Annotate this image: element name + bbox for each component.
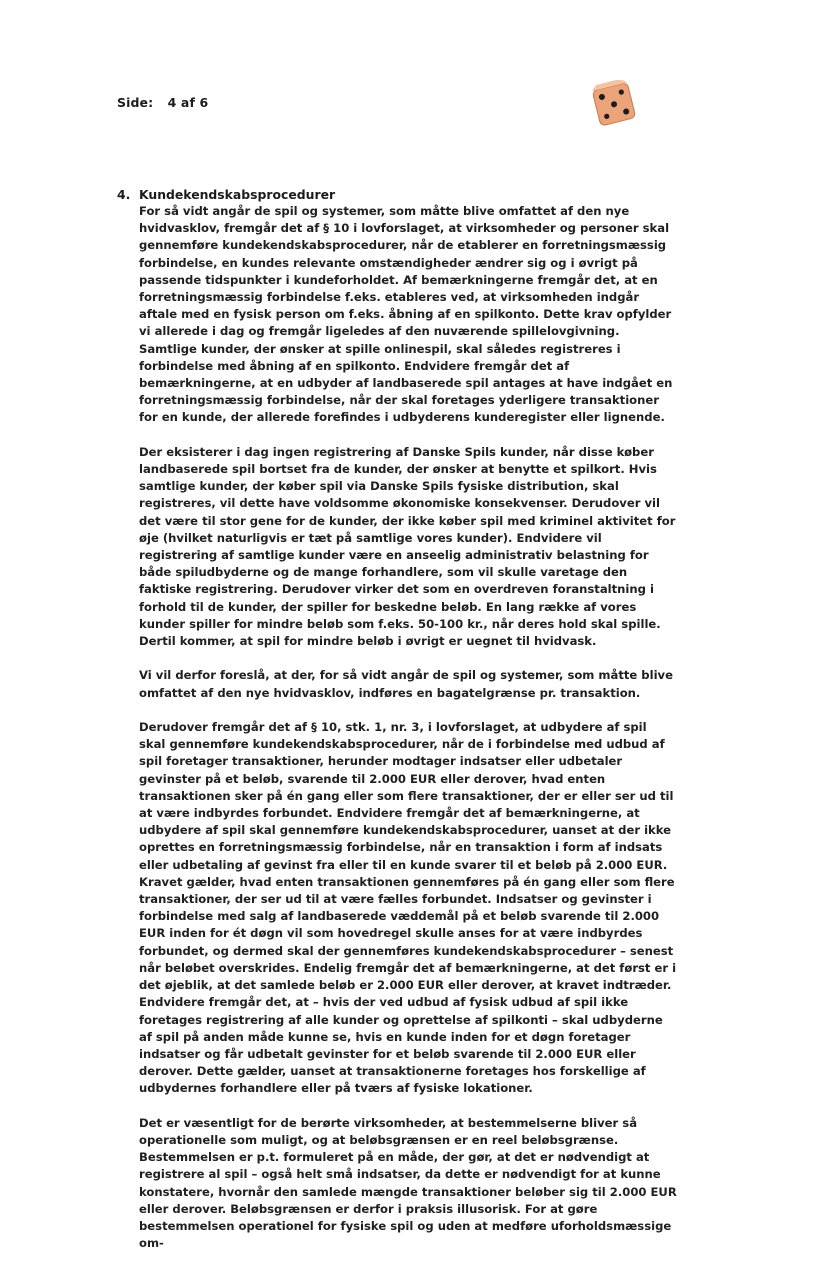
paragraph: Derudover fremgår det af § 10, stk. 1, nr. 3, i lovforslaget, at udbydere af spil skal gennemføre kundekendskabsprocedurer, når de i forbindelse med udbud af spil foretager transaktioner, herunder modtager indsatser eller udbetaler gevinster på et beløb, svarende til 2.000 EUR eller derover, hvad enten transaktionen sker på én gang eller som flere transaktioner, der er eller ser ud til at være indbyrdes forbundet. Endvidere fremgår det af bemærkningerne, at udbydere af spil skal gennemføre kundekendskabsprocedurer, uanset at der ikke oprettes en forretningsmæssig forbindelse, når en transaktion i form af indsats eller udbetaling af gevinst fra eller til en kunde svarer til et beløb på 2.000 EUR. Kravet gælder, hvad enten transaktionen gennemføres på én gang eller som flere transaktioner, der ser ud til at være fælles forbundet. Indsatser og gevinster i forbindelse med salg af landbaserede væddemål på et beløb svarende til 2.000 EUR inden for ét døgn vil som hovedregel skulle anses for at være indbyrdes forbundet, og dermed skal der gennemføres kundekendskabsprocedurer – senest når beløbet overskrides. Endelig fremgår det af bemærkningerne, at det først er i det øjeblik, at det samlede beløb er 2.000 EUR eller derover, at kravet indtræder. Endvidere fremgår det, at – hvis der ved udbud af fysisk udbud af spil ikke foretages registrering af alle kunder og oprettelse af spilkonti – skal udbyderne af spil på anden måde kunne se, hvis en kunde inden for et døgn foretager indsatser og får udbetalt gevinster for et beløb svarende til 2.000 EUR eller derover. Dette gælder, uanset at transaktionerne foretages hos forskellige af udbydernes forhandlere eller på tværs af fysiske lokationer. [139,720,677,1096]
section-number: 4. [117,187,131,202]
paragraph: Det er væsentligt for de berørte virksomheder, at bestemmelserne bliver så operationelle som muligt, og at beløbsgrænsen er en reel beløbsgrænse. Bestemmelsen er p.t. formuleret på en måde, der gør, at det er nødvendigt at registrere al spil – også helt små indsatser, da dette er nødvendigt for at kunne konstatere, hvornår den samlede mængde transaktioner beløber sig til 2.000 EUR eller derover. Beløbsgrænsen er derfor i praksis illusorisk. For at gøre bestemmelsen operationel for fysiske spil og uden at medføre uforholdsmæssige om- [139,1115,677,1251]
paragraph: For så vidt angår de spil og systemer, som måtte blive omfattet af den nye hvidvasklov, fremgår det af § 10 i lovforslaget, at virksomheder og personer skal gennemføre kundekendskabsprocedurer, når de etablerer en forretningsmæssig forbindelse, en kundes relevante omstændigheder ændrer sig og i øvrigt på passende tidspunkter i kundeforholdet. Af bemærkningerne fremgår det, at en forretningsmæssig forbindelse f.eks. etableres ved, at virksomheden indgår aftale med en fysisk person om f.eks. åbning af en spilkonto. Dette krav opfylder vi allerede i dag og fremgår ligeledes af den nuværende spillelovgivning. Samtlige kunder, der ønsker at spille onlinespil, skal således registreres i forbindelse med åbning af en spilkonto. Endvidere fremgår det af bemærkningerne, at en udbyder af landbaserede spil antages at have indgået en forretningsmæssig forbindelse, når der skal foretages yderligere transaktioner for en kunde, der allerede forefindes i udbyderens kunderegister eller lignende. [139,204,673,425]
paragraph: Vi vil derfor foreslå, at der, for så vidt angår de spil og systemer, som måtte blive omfattet af den nye hvidvasklov, indføres en bagatelgrænse pr. transaktion. [139,668,673,700]
page-number: 4 af 6 [167,95,209,110]
section-title: Kundekendskabsprocedurer [139,187,336,202]
dice-logo-icon [590,80,640,128]
paragraph: Der eksisterer i dag ingen registrering af Danske Spils kunder, når disse køber landbaserede spil bortset fra de kunder, der ønsker at benytte et spilkort. Hvis samtlige kunder, der køber spil via Danske Spils fysiske distribution, skal registreres, vil dette have voldsomme økonomiske konsekvenser. Derudover vil det være til stor gene for de kunder, der ikke køber spil med kriminel aktivitet for øje (hvilket naturligvis er tæt på samtlige vores kunder). Endvidere vil registrering af samtlige kunder være en anseelig administrativ belastning for både spiludbyderne og de mange forhandlere, som vil skulle varetage den faktiske registrering. Derudover virker det som en overdreven foranstaltning i forhold til de kunder, der spiller for beskedne beløb. En lang række af vores kunder spiller for mindre beløb som f.eks. 50-100 kr., når deres hold skal spille. Dertil kommer, at spil for mindre beløb i øvrigt er uegnet til hvidvask. [139,444,676,649]
page-label: Side: [117,95,154,110]
section-body [139,203,677,1252]
section-heading [117,187,677,203]
page-header [117,95,208,110]
section-kundekendskab [117,187,677,1270]
